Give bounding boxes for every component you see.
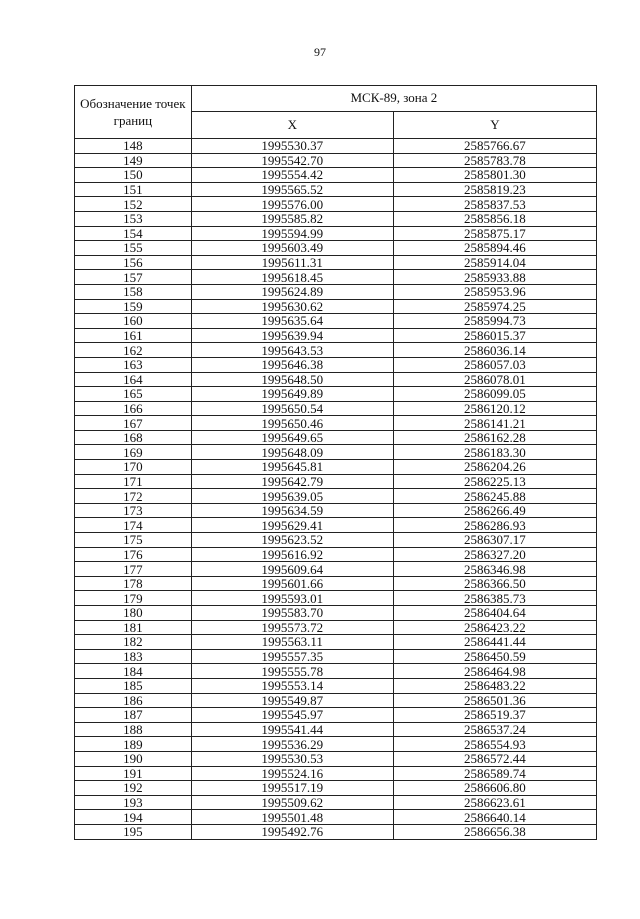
- cell-y: 2585819.23: [393, 182, 596, 197]
- table-row: [75, 270, 597, 285]
- cell-x: 1995648.09: [191, 445, 393, 460]
- cell-y: 2586078.01: [393, 372, 596, 387]
- table-row: [75, 387, 597, 402]
- table-row: [75, 211, 597, 226]
- cell-point-id: 175: [75, 533, 192, 548]
- cell-x: 1995646.38: [191, 357, 393, 372]
- cell-x: 1995563.11: [191, 635, 393, 650]
- cell-y: 2585974.25: [393, 299, 596, 314]
- cell-x: 1995639.05: [191, 489, 393, 504]
- cell-x: 1995609.64: [191, 562, 393, 577]
- cell-x: 1995530.37: [191, 139, 393, 154]
- cell-y: 2586385.73: [393, 591, 596, 606]
- cell-point-id: 162: [75, 343, 192, 358]
- page-number: 97: [314, 45, 326, 59]
- cell-point-id: 161: [75, 328, 192, 343]
- cell-y: 2586245.88: [393, 489, 596, 504]
- cell-x: 1995492.76: [191, 824, 393, 839]
- cell-x: 1995541.44: [191, 722, 393, 737]
- cell-point-id: 165: [75, 387, 192, 402]
- cell-point-id: 178: [75, 576, 192, 591]
- table-header: [75, 86, 597, 139]
- cell-point-id: 167: [75, 416, 192, 431]
- header-x: X: [191, 111, 393, 138]
- table-row: [75, 722, 597, 737]
- cell-y: 2586266.49: [393, 503, 596, 518]
- table-row: [75, 795, 597, 810]
- table-row: [75, 328, 597, 343]
- cell-y: 2585875.17: [393, 226, 596, 241]
- cell-point-id: 190: [75, 751, 192, 766]
- cell-y: 2586036.14: [393, 343, 596, 358]
- cell-y: 2586307.17: [393, 533, 596, 548]
- table-row: [75, 139, 597, 154]
- header-point-designation: Обозначение точек границ: [75, 86, 192, 139]
- cell-point-id: 157: [75, 270, 192, 285]
- table-row: [75, 430, 597, 445]
- header-coordinate-system: МСК-89, зона 2: [191, 86, 596, 112]
- table-row: [75, 737, 597, 752]
- cell-x: 1995593.01: [191, 591, 393, 606]
- table-row: [75, 197, 597, 212]
- cell-point-id: 187: [75, 708, 192, 723]
- cell-point-id: 191: [75, 766, 192, 781]
- cell-y: 2586537.24: [393, 722, 596, 737]
- cell-y: 2585766.67: [393, 139, 596, 154]
- table-row: [75, 547, 597, 562]
- table-row: [75, 372, 597, 387]
- cell-y: 2585837.53: [393, 197, 596, 212]
- table-row: [75, 401, 597, 416]
- table-row: [75, 824, 597, 839]
- cell-point-id: 180: [75, 606, 192, 621]
- table-row: [75, 562, 597, 577]
- cell-y: 2585801.30: [393, 168, 596, 183]
- cell-y: 2585894.46: [393, 241, 596, 256]
- cell-point-id: 171: [75, 474, 192, 489]
- cell-point-id: 186: [75, 693, 192, 708]
- cell-y: 2586141.21: [393, 416, 596, 431]
- cell-x: 1995585.82: [191, 211, 393, 226]
- cell-y: 2585783.78: [393, 153, 596, 168]
- cell-y: 2585856.18: [393, 211, 596, 226]
- cell-x: 1995618.45: [191, 270, 393, 285]
- cell-x: 1995517.19: [191, 781, 393, 796]
- cell-x: 1995501.48: [191, 810, 393, 825]
- table-row: [75, 649, 597, 664]
- cell-x: 1995643.53: [191, 343, 393, 358]
- table-body: [75, 139, 597, 840]
- cell-x: 1995583.70: [191, 606, 393, 621]
- cell-point-id: 179: [75, 591, 192, 606]
- cell-x: 1995611.31: [191, 255, 393, 270]
- table-row: [75, 474, 597, 489]
- table-row: [75, 678, 597, 693]
- cell-point-id: 172: [75, 489, 192, 504]
- cell-x: 1995545.97: [191, 708, 393, 723]
- cell-x: 1995650.46: [191, 416, 393, 431]
- cell-x: 1995648.50: [191, 372, 393, 387]
- cell-y: 2586366.50: [393, 576, 596, 591]
- cell-point-id: 148: [75, 139, 192, 154]
- cell-y: 2586162.28: [393, 430, 596, 445]
- cell-point-id: 195: [75, 824, 192, 839]
- cell-point-id: 189: [75, 737, 192, 752]
- cell-x: 1995524.16: [191, 766, 393, 781]
- cell-y: 2586183.30: [393, 445, 596, 460]
- coordinates-table: [74, 85, 597, 840]
- cell-point-id: 160: [75, 314, 192, 329]
- cell-x: 1995623.52: [191, 533, 393, 548]
- table-row: [75, 591, 597, 606]
- cell-y: 2586450.59: [393, 649, 596, 664]
- cell-y: 2586225.13: [393, 474, 596, 489]
- cell-y: 2586640.14: [393, 810, 596, 825]
- table-row: [75, 606, 597, 621]
- table-row: [75, 751, 597, 766]
- table-row: [75, 620, 597, 635]
- cell-x: 1995576.00: [191, 197, 393, 212]
- cell-x: 1995554.42: [191, 168, 393, 183]
- table-row: [75, 533, 597, 548]
- cell-y: 2586519.37: [393, 708, 596, 723]
- cell-x: 1995624.89: [191, 284, 393, 299]
- cell-point-id: 149: [75, 153, 192, 168]
- cell-y: 2586441.44: [393, 635, 596, 650]
- cell-x: 1995635.64: [191, 314, 393, 329]
- cell-x: 1995601.66: [191, 576, 393, 591]
- cell-y: 2586483.22: [393, 678, 596, 693]
- table-row: [75, 299, 597, 314]
- cell-point-id: 176: [75, 547, 192, 562]
- cell-x: 1995603.49: [191, 241, 393, 256]
- table-row: [75, 503, 597, 518]
- table-row: [75, 284, 597, 299]
- cell-x: 1995642.79: [191, 474, 393, 489]
- cell-point-id: 166: [75, 401, 192, 416]
- table-row: [75, 153, 597, 168]
- cell-x: 1995594.99: [191, 226, 393, 241]
- cell-x: 1995573.72: [191, 620, 393, 635]
- cell-x: 1995629.41: [191, 518, 393, 533]
- cell-point-id: 159: [75, 299, 192, 314]
- cell-point-id: 163: [75, 357, 192, 372]
- cell-y: 2586572.44: [393, 751, 596, 766]
- cell-point-id: 155: [75, 241, 192, 256]
- cell-x: 1995650.54: [191, 401, 393, 416]
- cell-point-id: 192: [75, 781, 192, 796]
- cell-point-id: 170: [75, 460, 192, 475]
- cell-x: 1995616.92: [191, 547, 393, 562]
- cell-y: 2585933.88: [393, 270, 596, 285]
- cell-x: 1995553.14: [191, 678, 393, 693]
- cell-point-id: 181: [75, 620, 192, 635]
- cell-y: 2586404.64: [393, 606, 596, 621]
- cell-x: 1995530.53: [191, 751, 393, 766]
- cell-y: 2586057.03: [393, 357, 596, 372]
- cell-y: 2586204.26: [393, 460, 596, 475]
- cell-y: 2586606.80: [393, 781, 596, 796]
- cell-point-id: 153: [75, 211, 192, 226]
- table-row: [75, 343, 597, 358]
- cell-y: 2585914.04: [393, 255, 596, 270]
- cell-x: 1995557.35: [191, 649, 393, 664]
- cell-x: 1995542.70: [191, 153, 393, 168]
- table-row: [75, 693, 597, 708]
- cell-point-id: 194: [75, 810, 192, 825]
- cell-y: 2586346.98: [393, 562, 596, 577]
- table-row: [75, 255, 597, 270]
- cell-y: 2586554.93: [393, 737, 596, 752]
- cell-x: 1995645.81: [191, 460, 393, 475]
- cell-y: 2585953.96: [393, 284, 596, 299]
- cell-y: 2586501.36: [393, 693, 596, 708]
- cell-y: 2586464.98: [393, 664, 596, 679]
- table-row: [75, 576, 597, 591]
- table-row: [75, 168, 597, 183]
- cell-point-id: 193: [75, 795, 192, 810]
- cell-point-id: 152: [75, 197, 192, 212]
- cell-x: 1995565.52: [191, 182, 393, 197]
- cell-x: 1995634.59: [191, 503, 393, 518]
- table-row: [75, 489, 597, 504]
- cell-point-id: 156: [75, 255, 192, 270]
- cell-y: 2586623.61: [393, 795, 596, 810]
- cell-point-id: 182: [75, 635, 192, 650]
- cell-x: 1995536.29: [191, 737, 393, 752]
- cell-point-id: 150: [75, 168, 192, 183]
- cell-point-id: 184: [75, 664, 192, 679]
- table-row: [75, 781, 597, 796]
- cell-y: 2586286.93: [393, 518, 596, 533]
- table-row: [75, 708, 597, 723]
- cell-y: 2586423.22: [393, 620, 596, 635]
- cell-y: 2586589.74: [393, 766, 596, 781]
- table-row: [75, 241, 597, 256]
- cell-y: 2586099.05: [393, 387, 596, 402]
- table-row: [75, 460, 597, 475]
- cell-x: 1995555.78: [191, 664, 393, 679]
- cell-point-id: 169: [75, 445, 192, 460]
- header-y: Y: [393, 111, 596, 138]
- cell-point-id: 158: [75, 284, 192, 299]
- table-row: [75, 810, 597, 825]
- table-row: [75, 664, 597, 679]
- cell-point-id: 164: [75, 372, 192, 387]
- cell-x: 1995649.65: [191, 430, 393, 445]
- cell-y: 2586120.12: [393, 401, 596, 416]
- cell-point-id: 151: [75, 182, 192, 197]
- cell-point-id: 177: [75, 562, 192, 577]
- cell-point-id: 183: [75, 649, 192, 664]
- table-row: [75, 357, 597, 372]
- table-row: [75, 518, 597, 533]
- cell-point-id: 188: [75, 722, 192, 737]
- table-row: [75, 226, 597, 241]
- table-row: [75, 416, 597, 431]
- cell-x: 1995630.62: [191, 299, 393, 314]
- cell-y: 2586656.38: [393, 824, 596, 839]
- cell-point-id: 154: [75, 226, 192, 241]
- cell-x: 1995639.94: [191, 328, 393, 343]
- table-row: [75, 182, 597, 197]
- table-row: [75, 635, 597, 650]
- cell-x: 1995549.87: [191, 693, 393, 708]
- cell-x: 1995649.89: [191, 387, 393, 402]
- cell-y: 2586327.20: [393, 547, 596, 562]
- cell-point-id: 185: [75, 678, 192, 693]
- cell-point-id: 174: [75, 518, 192, 533]
- cell-y: 2586015.37: [393, 328, 596, 343]
- table-row: [75, 766, 597, 781]
- cell-point-id: 168: [75, 430, 192, 445]
- table-row: [75, 314, 597, 329]
- cell-point-id: 173: [75, 503, 192, 518]
- table-row: [75, 445, 597, 460]
- cell-y: 2585994.73: [393, 314, 596, 329]
- cell-x: 1995509.62: [191, 795, 393, 810]
